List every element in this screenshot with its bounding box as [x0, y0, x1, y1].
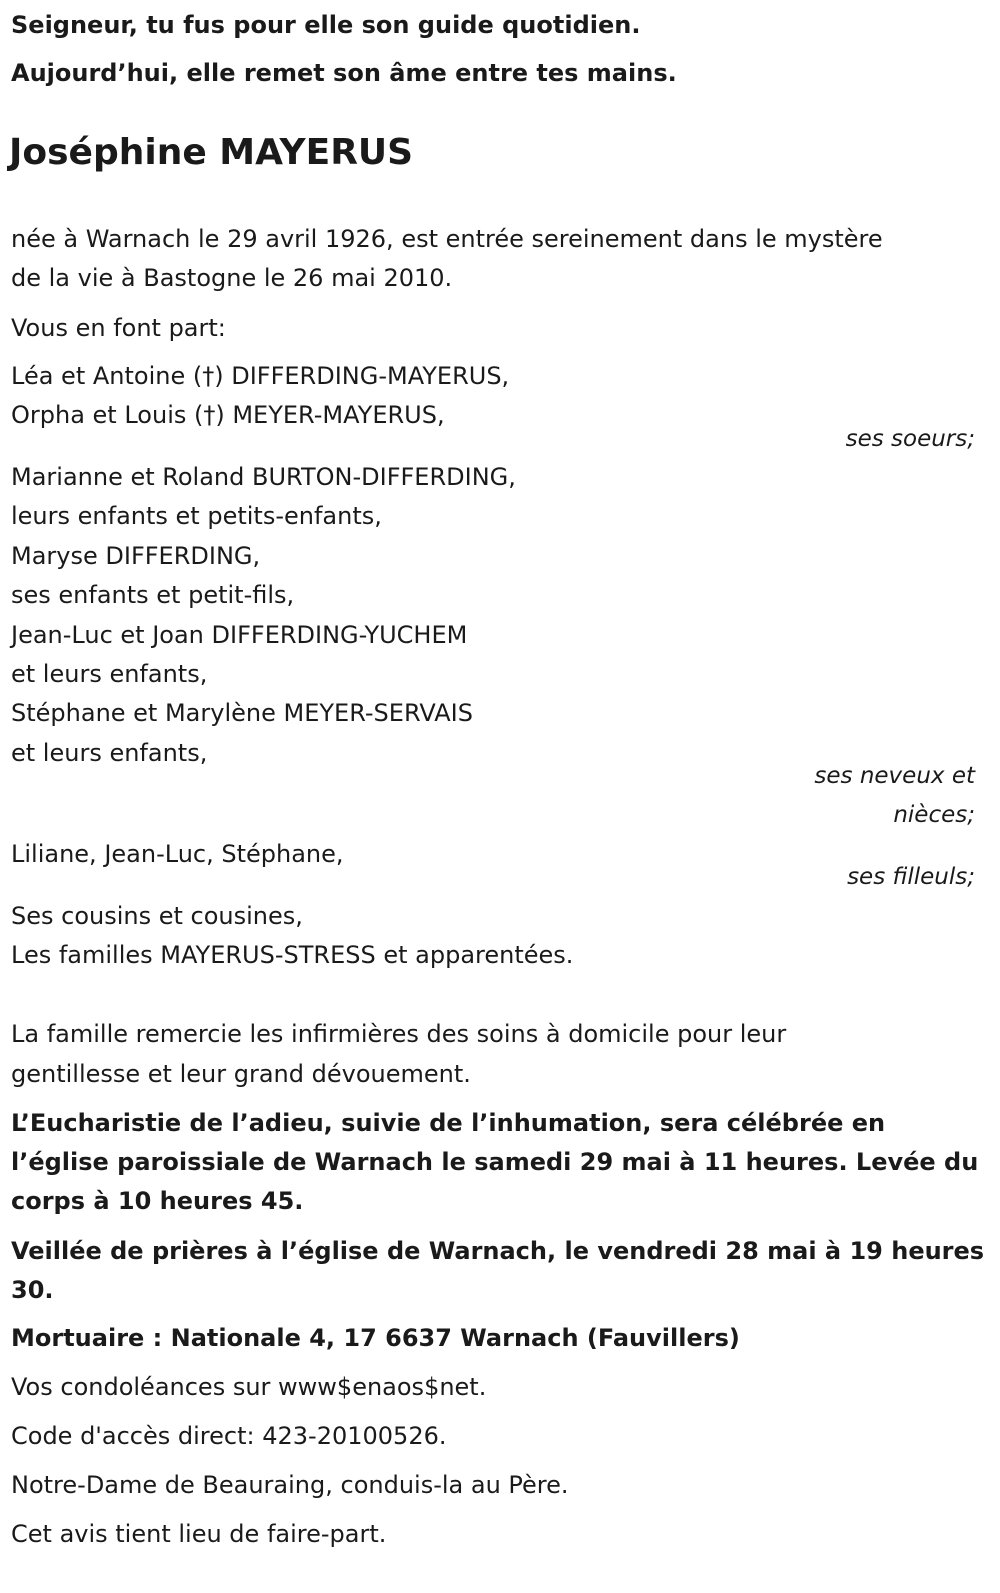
nephew-line-1: Marianne et Roland BURTON-DIFFERDING,: [11, 463, 516, 491]
sister-line-2: Orpha et Louis (†) MEYER-MAYERUS,: [11, 401, 445, 429]
prayer-text: Notre-Dame de Beauraing, conduis-la au Père.: [11, 1471, 569, 1499]
thanks-line-2: gentillesse et leur grand dévouement.: [11, 1060, 471, 1088]
nephew-line-3: Maryse DIFFERDING,: [11, 542, 261, 570]
relation-nephews-line-2: nièces;: [893, 802, 975, 828]
mortuary-address: Mortuaire : Nationale 4, 17 6637 Warnach (Fauvillers): [11, 1324, 740, 1352]
thanks-line-1: La famille remercie les infirmières des soins à domicile pour leur: [11, 1020, 787, 1048]
nephew-line-7: Stéphane et Marylène MEYER-SERVAIS: [11, 699, 473, 727]
intro-line-1: née à Warnach le 29 avril 1926, est entrée sereinement dans le mystère: [11, 225, 883, 253]
nephew-line-8: et leurs enfants,: [11, 739, 208, 767]
condolences-text: Vos condoléances sur www$enaos$net.: [11, 1373, 487, 1401]
ceremony-line-2: l’église paroissiale de Warnach le samedi 29 mai à 11 heures. Levée du: [11, 1148, 979, 1176]
relation-nephews-line-1: ses neveux et: [814, 763, 975, 789]
relation-sisters: ses soeurs;: [845, 426, 975, 452]
deceased-name: Joséphine MAYERUS: [9, 132, 414, 173]
announce-text: Vous en font part:: [11, 314, 226, 342]
nephew-line-5: Jean-Luc et Joan DIFFERDING-YUCHEM: [11, 621, 468, 649]
others-line-2: Les familles MAYERUS-STRESS et apparentées.: [11, 941, 574, 969]
relation-godchildren: ses filleuls;: [847, 864, 975, 890]
vigil-line-2: 30.: [11, 1276, 54, 1304]
godchildren-line: Liliane, Jean-Luc, Stéphane,: [11, 840, 344, 868]
epigraph-line-2: Aujourd’hui, elle remet son âme entre tes mains.: [11, 59, 677, 87]
vigil-line-1: Veillée de prières à l’église de Warnach, le vendredi 28 mai à 19 heures: [11, 1237, 985, 1265]
nephew-line-2: leurs enfants et petits-enfants,: [11, 502, 382, 530]
intro-line-2: de la vie à Bastogne le 26 mai 2010.: [11, 264, 453, 292]
others-line-1: Ses cousins et cousines,: [11, 902, 303, 930]
access-code-text: Code d'accès direct: 423-20100526.: [11, 1422, 447, 1450]
nephew-line-4: ses enfants et petit-fils,: [11, 581, 295, 609]
sister-line-1: Léa et Antoine (†) DIFFERDING-MAYERUS,: [11, 362, 510, 390]
ceremony-line-1: L’Eucharistie de l’adieu, suivie de l’inhumation, sera célébrée en: [11, 1109, 886, 1137]
nephew-line-6: et leurs enfants,: [11, 660, 208, 688]
epigraph-line-1: Seigneur, tu fus pour elle son guide quotidien.: [11, 11, 641, 39]
ceremony-line-3: corps à 10 heures 45.: [11, 1187, 304, 1215]
closing-text: Cet avis tient lieu de faire-part.: [11, 1520, 387, 1548]
